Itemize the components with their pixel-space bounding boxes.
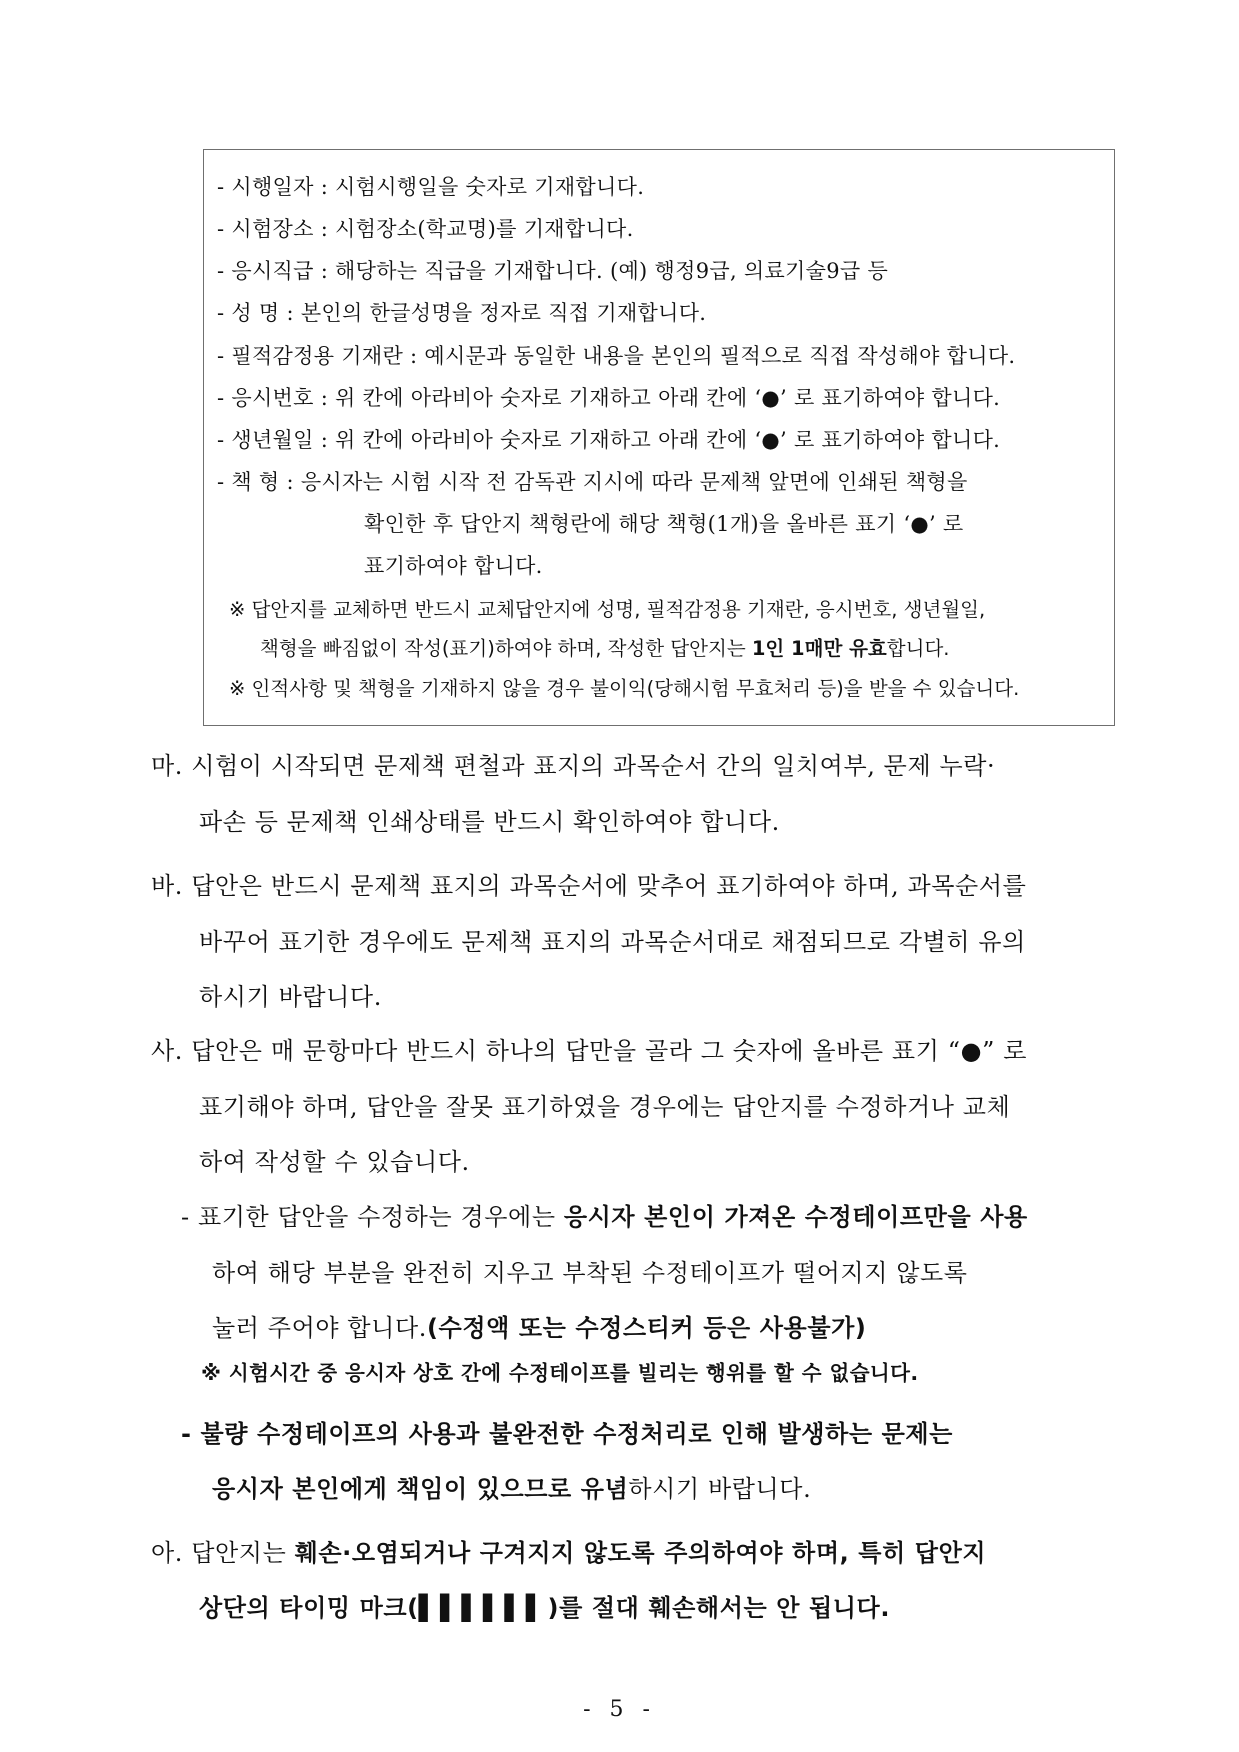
box-item-name: - 성 명 : 본인의 한글성명을 정자로 직접 기재합니다.	[217, 301, 707, 325]
item-ma-line1: 마. 시험이 시작되면 문제책 편철과 표지의 과목순서 간의 일치여부, 문제 누락·	[151, 752, 996, 780]
item-sa-sub1-line3-text: 눌러 주어야 합니다.	[212, 1314, 427, 1342]
item-a-line2-end: )를 절대 훼손해서는 안 됩니다.	[547, 1594, 891, 1622]
item-sa-sub2-emphasis: 응시자 본인에게 책임이 있으므로 유념	[212, 1475, 629, 1503]
item-sa-sub1-line3-emphasis: (수정액 또는 수정스티커 등은 사용불가)	[426, 1314, 867, 1342]
box-note-replacement-cont	[260, 635, 949, 663]
item-sa-line1: 사. 답안은 매 문항마다 반드시 하나의 답만을 골라 그 숫자에 올바른 표기 “●” 로	[151, 1037, 1028, 1065]
item-sa-sub1-line1	[181, 1200, 1028, 1234]
box-item-birthdate: - 생년월일 : 위 칸에 아라비아 숫자로 기재하고 아래 칸에 ‘●’ 로 표기하여야 합니다.	[217, 428, 1001, 452]
box-item-handwriting: - 필적감정용 기재란 : 예시문과 동일한 내용을 본인의 필적으로 직접 작성해야 합니다.	[217, 344, 1016, 368]
page-number: - 5 -	[583, 1697, 656, 1722]
item-a-emphasis: 훼손·오염되거나 구겨지지 않도록 주의하여야 하며, 특히 답안지	[294, 1539, 987, 1567]
item-sa-sub1-text: - 표기한 답안을 수정하는 경우에는	[181, 1203, 564, 1231]
item-sa-line2: 표기해야 하며, 답안을 잘못 표기하였을 경우에는 답안지를 수정하거나 교체	[199, 1093, 1011, 1121]
box-note-replacement: ※ 답안지를 교체하면 반드시 교체답안지에 성명, 필적감정용 기재란, 응시번호, 생년월일,	[229, 598, 986, 621]
item-a-text: 아. 답안지는	[151, 1539, 295, 1567]
item-a-line2-text: 상단의 타이밍 마크(	[199, 1594, 419, 1622]
box-item-exam-grade: - 응시직급 : 해당하는 직급을 기재합니다. (예) 행정9급, 의료기술9급 등	[217, 259, 889, 283]
box-item-booklet-type: - 책 형 : 응시자는 시험 시작 전 감독관 지시에 따라 문제책 앞면에 인쇄된 책형을	[217, 470, 968, 494]
box-note-replacement-text: 책형을 빠짐없이 작성(표기)하여야 하며, 작성한 답안지는	[260, 637, 752, 660]
box-note-one-sheet-valid: 1인 1매만 유효	[751, 637, 887, 660]
box-note-penalty: ※ 인적사항 및 책형을 기재하지 않을 경우 불이익(당해시험 무효처리 등)을 받을 수 있습니다.	[229, 677, 1020, 700]
item-sa-line3: 하여 작성할 수 있습니다.	[199, 1148, 470, 1176]
item-sa-sub2-line1: - 불량 수정테이프의 사용과 불완전한 수정처리로 인해 발생하는 문제는	[181, 1420, 953, 1448]
box-item-exam-place: - 시험장소 : 시험장소(학교명)를 기재합니다.	[217, 217, 634, 241]
item-ba-line1: 바. 답안은 반드시 문제책 표지의 과목순서에 맞추어 표기하여야 하며, 과목순서를	[151, 872, 1027, 900]
item-sa-sub1-line2: 하여 해당 부분을 완전히 지우고 부착된 수정테이프가 떨어지지 않도록	[212, 1259, 968, 1287]
item-a-line2	[199, 1591, 890, 1625]
item-ba-line3: 하시기 바랍니다.	[199, 983, 382, 1011]
item-sa-sub1-line3	[212, 1311, 866, 1345]
timing-mark-icon: ▌▌▌▌▌▌	[418, 1594, 548, 1622]
box-note-replacement-end: 합니다.	[886, 637, 950, 660]
item-a-line1	[151, 1536, 986, 1570]
item-ma-line2: 파손 등 문제책 인쇄상태를 반드시 확인하여야 합니다.	[199, 808, 780, 836]
box-item-exam-number: - 응시번호 : 위 칸에 아라비아 숫자로 기재하고 아래 칸에 ‘●’ 로 표기하여야 합니다.	[217, 386, 1001, 410]
item-sa-note: ※ 시험시간 중 응시자 상호 간에 수정테이프를 빌리는 행위를 할 수 없습니다.	[201, 1361, 919, 1385]
item-ba-line2: 바꾸어 표기한 경우에도 문제책 표지의 과목순서대로 채점되므로 각별히 유의	[199, 928, 1026, 956]
box-item-booklet-type-cont1: 확인한 후 답안지 책형란에 해당 책형(1개)을 올바른 표기 ‘●’ 로	[364, 512, 964, 536]
item-sa-sub2-end: 하시기 바랍니다.	[628, 1475, 812, 1503]
box-item-booklet-type-cont2: 표기하여야 합니다.	[364, 554, 543, 578]
box-item-exam-date: - 시행일자 : 시험시행일을 숫자로 기재합니다.	[217, 175, 645, 199]
item-sa-sub1-emphasis: 응시자 본인이 가져온 수정테이프만을 사용	[563, 1203, 1028, 1231]
item-sa-sub2-line2	[212, 1472, 811, 1506]
